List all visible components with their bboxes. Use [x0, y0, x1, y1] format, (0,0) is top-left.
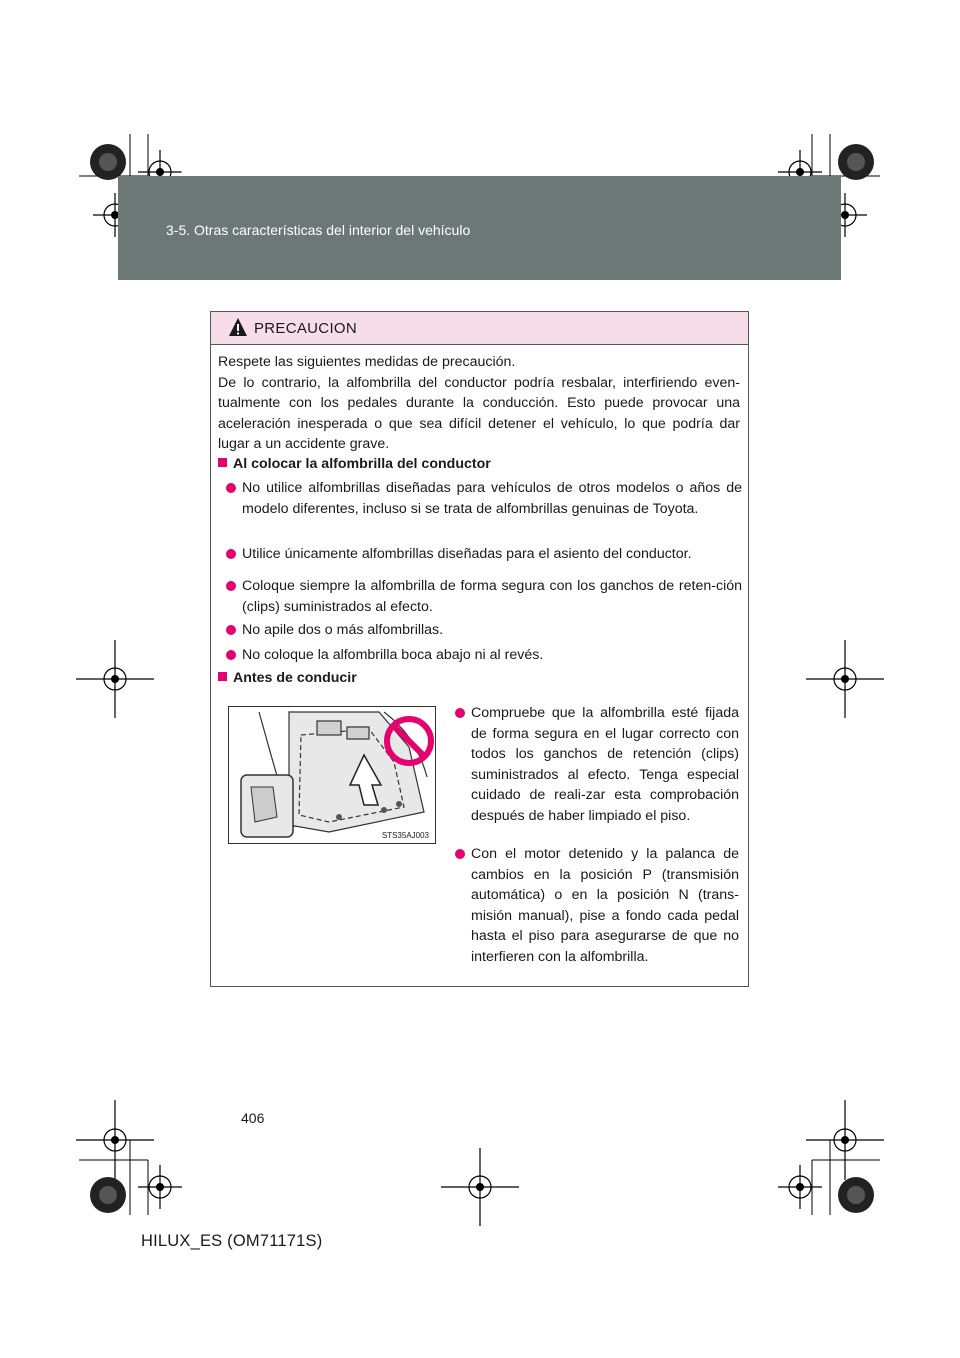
section-title: 3-5. Otras características del interior del vehículo	[166, 222, 471, 238]
section-heading-before-driving: Antes de conducir	[218, 670, 357, 686]
bullet-icon	[226, 650, 236, 660]
floor-mat-illustration	[228, 706, 436, 844]
figure-code: STS35AJ003	[381, 831, 429, 840]
bullet-icon	[455, 849, 465, 859]
bullet-icon	[226, 549, 236, 559]
book-stamp: HILUX_ES.book Page 406 Wednesday, March 23, 2011 4:15 PM	[181, 167, 513, 177]
section-heading-placement: Al colocar la alfombrilla del conductor	[218, 456, 491, 472]
bullet-icon	[226, 483, 236, 493]
list-item: Coloque siempre la alfombrilla de forma segura con los ganchos de reten-ción (clips) suministrados al efecto.	[242, 576, 742, 617]
square-bullet-icon	[218, 458, 227, 467]
list-item: Utilice únicamente alfombrillas diseñadas para el asiento del conductor.	[242, 544, 742, 565]
footer-code: HILUX_ES (OM71171S)	[141, 1232, 323, 1250]
warning-icon	[228, 317, 248, 337]
floor-mat-drawing	[229, 707, 435, 843]
bullet-icon	[226, 581, 236, 591]
caution-title: PRECAUCION	[254, 320, 358, 337]
caution-header	[211, 312, 748, 345]
list-item: No utilice alfombrillas diseñadas para vehículos de otros modelos o años de modelo diferentes, incluso si se trata de alfombrillas genuinas de Toyota.	[242, 478, 742, 519]
bullet-icon	[455, 708, 465, 718]
bullet-icon	[226, 625, 236, 635]
caution-intro: Respete las siguientes medidas de precaución. De lo contrario, la alfombrilla del conductor podría resbalar, interfiriendo even-tualmente con los pedales durante la conducción. Esto puede provocar una aceleración inesperada o que sea difícil detener el vehículo, lo que podría dar lugar a un accidente grave.	[218, 354, 740, 453]
list-item: No apile dos o más alfombrillas.	[242, 620, 742, 641]
list-item: Compruebe que la alfombrilla esté fijada de forma segura en el lugar correcto con todos los ganchos de retención (clips) suministrados al efecto. Tenga especial cuidado de reali-zar esta comprobación después de haber limpiado el piso.	[471, 703, 739, 827]
list-item: No coloque la alfombrilla boca abajo ni al revés.	[242, 645, 742, 666]
caution-box	[210, 311, 749, 987]
page-number: 406	[241, 1110, 265, 1126]
list-item: Con el motor detenido y la palanca de cambios en la posición P (transmisión automática) o en la posición N (trans-misión manual), pise a fondo cada pedal hasta el piso para asegurarse de que no interfieren con la alfombrilla.	[471, 844, 739, 968]
square-bullet-icon	[218, 672, 227, 681]
